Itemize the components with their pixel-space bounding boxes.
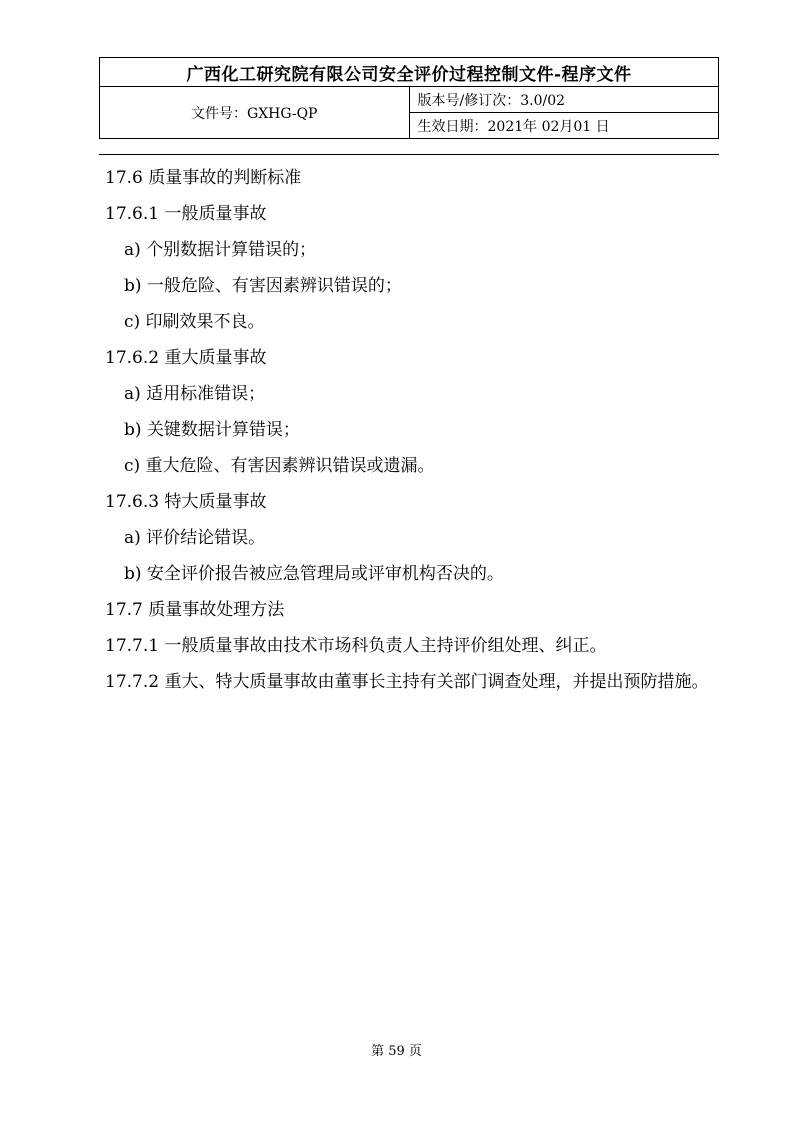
subsection-heading: 17.6.3 特大质量事故	[105, 492, 267, 512]
subsection-heading: 17.6.2 重大质量事故	[105, 348, 267, 368]
effective-date: 生效日期：2021年 02月01 日	[409, 113, 719, 139]
section-heading: 17.6 质量事故的判断标准	[105, 168, 302, 188]
file-number: 文件号：GXHG-QP	[100, 87, 410, 139]
list-item: b) 安全评价报告被应急管理局或评审机构否决的。	[124, 564, 504, 584]
paragraph: 17.7.1 一般质量事故由技术市场科负责人主持评价组处理、纠正。	[105, 636, 607, 656]
paragraph: 17.7.2 重大、特大质量事故由董事长主持有关部门调查处理，并提出预防措施。	[105, 672, 709, 692]
list-item: a) 评价结论错误。	[124, 528, 266, 548]
list-item: b) 关键数据计算错误；	[124, 420, 300, 440]
list-item: b) 一般危险、有害因素辨识错误的；	[124, 276, 402, 296]
header-divider	[99, 154, 719, 155]
page-number: 第 59 页	[371, 1044, 422, 1059]
version-number: 版本号/修订次：3.0/02	[409, 87, 719, 113]
list-item: c) 印刷效果不良。	[124, 312, 265, 332]
document-body	[105, 160, 717, 700]
list-item: a) 适用标准错误；	[124, 384, 266, 404]
list-item: a) 个别数据计算错误的；	[124, 240, 317, 260]
document-header-table	[99, 57, 719, 139]
list-item: c) 重大危险、有害因素辨识错误或遗漏。	[124, 456, 435, 476]
section-heading: 17.7 质量事故处理方法	[105, 600, 285, 620]
subsection-heading: 17.6.1 一般质量事故	[105, 204, 267, 224]
document-title: 广西化工研究院有限公司安全评价过程控制文件-程序文件	[100, 58, 719, 87]
